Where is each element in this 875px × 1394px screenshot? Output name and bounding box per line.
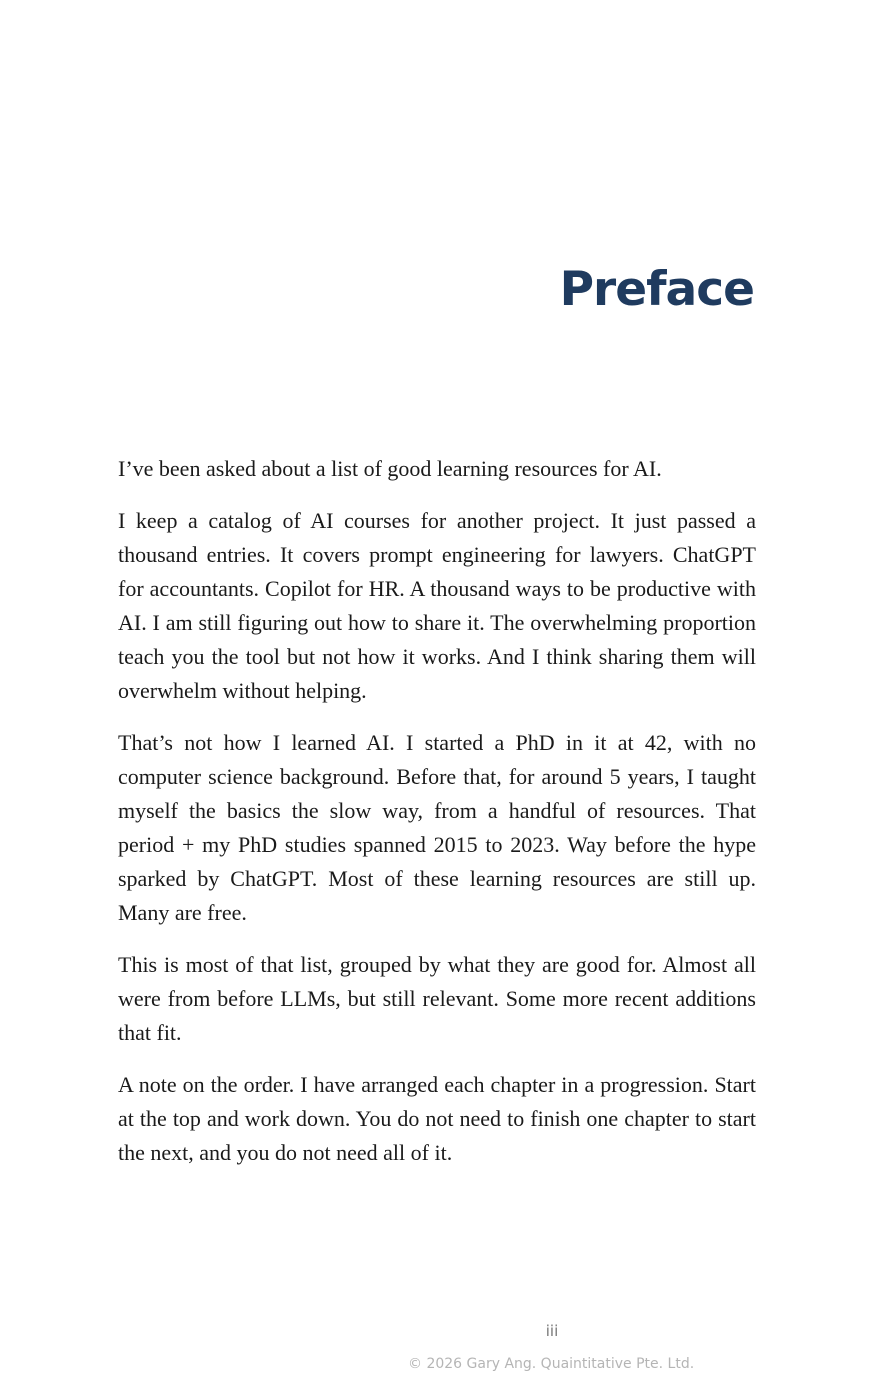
- paragraph: I’ve been asked about a list of good learning resources for AI.: [118, 456, 662, 481]
- copyright-footer: © 2026 Gary Ang. Quaintitative Pte. Ltd.: [408, 1356, 695, 1372]
- preface-body: [118, 452, 756, 1188]
- chapter-title: Preface: [559, 262, 754, 317]
- paragraph: A note on the order. I have arranged each chapter in a progression. Start at the top and work down. You do not need to finish one chapter to start the next, and you do not need all of it.: [118, 1072, 756, 1165]
- paragraph: This is most of that list, grouped by what they are good for. Almost all were from before LLMs, but still relevant. Some more recent additions that fit.: [118, 952, 756, 1045]
- paragraph: That’s not how I learned AI. I started a PhD in it at 42, with no computer science background. Before that, for around 5 years, I taught myself the basics the slow way, from a handful of resources. That period + my PhD studies spanned 2015 to 2023. Way before the hype sparked by ChatGPT. Most of these learning resources are still up. Many are free.: [118, 730, 756, 925]
- page-number: iii: [545, 1322, 559, 1340]
- paragraph: I keep a catalog of AI courses for another project. It just passed a thousand entries. It covers prompt engineering for lawyers. ChatGPT for accountants. Copilot for HR. A thousand ways to be productive with AI. I am still figuring out how to share it. The overwhelming proportion teach you the tool but not how it works. And I think sharing them will overwhelm without helping.: [118, 508, 756, 703]
